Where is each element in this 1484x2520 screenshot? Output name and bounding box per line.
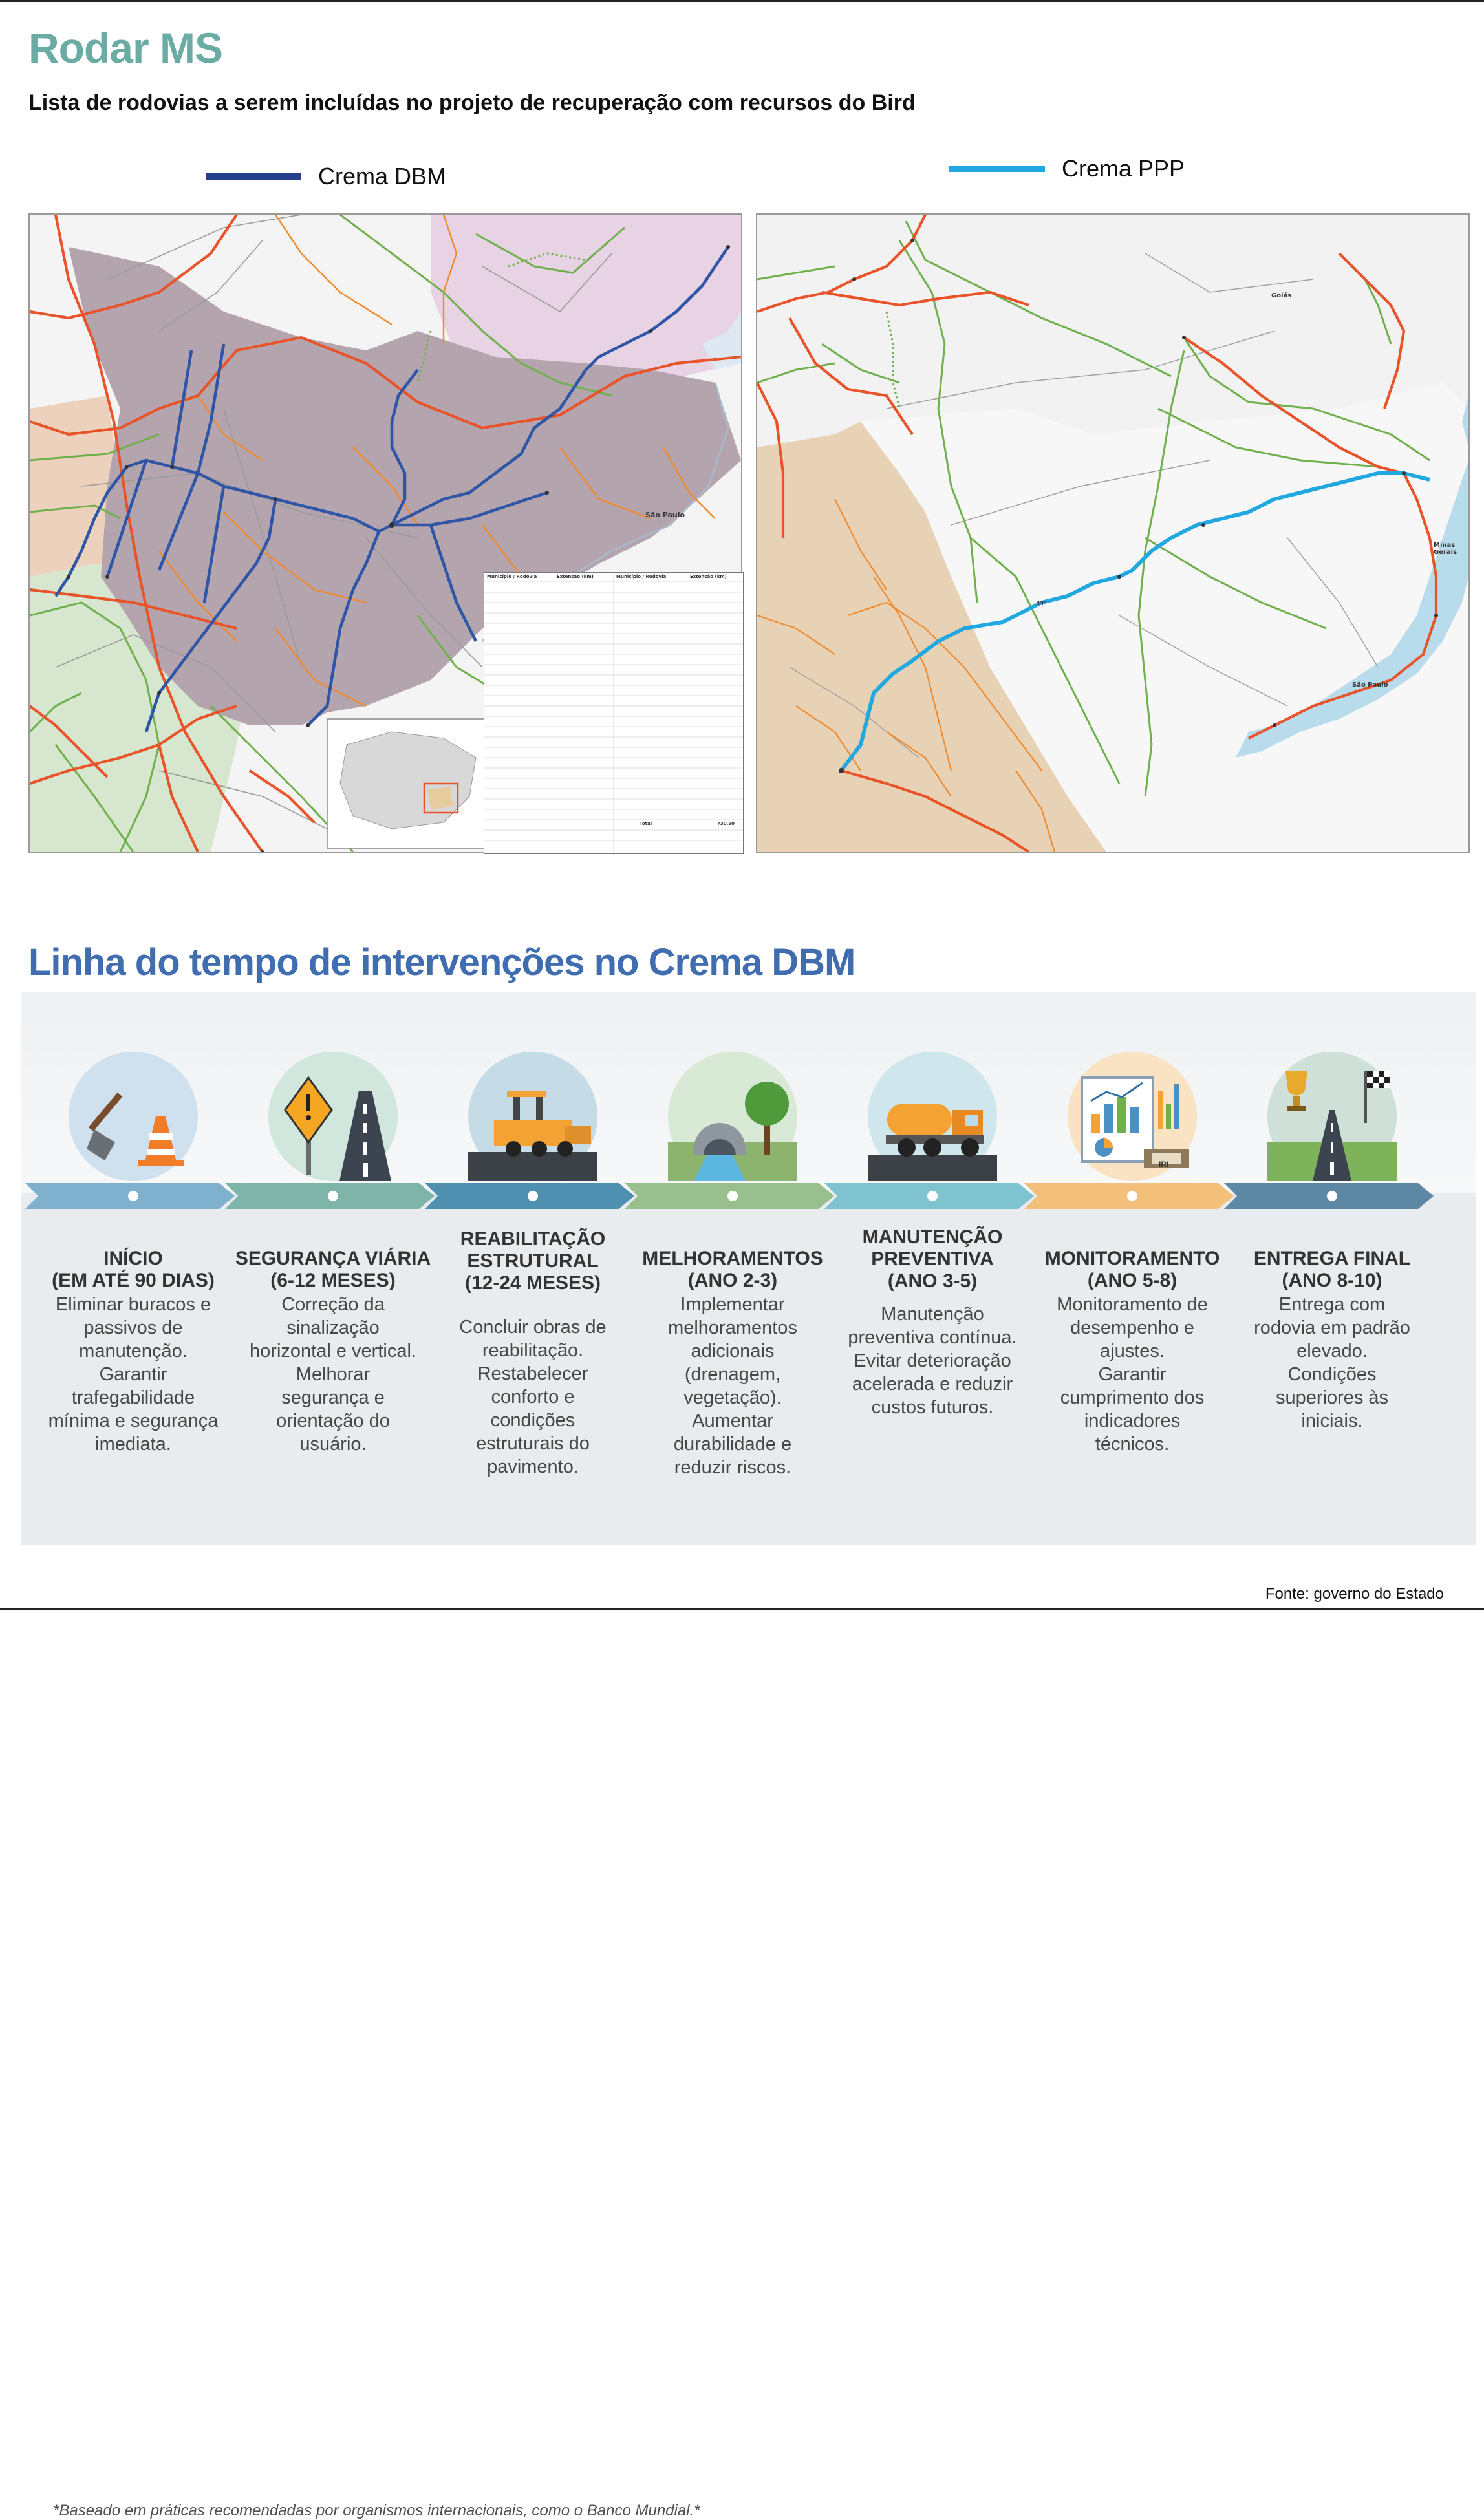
map-label-sao-paulo-right: São Paulo (1352, 681, 1388, 689)
timeline-dot (328, 1191, 338, 1201)
stage-description: Manutenção preventiva contínua. Evitar deterioração acelerada e reduzir custos futuros. (848, 1304, 1017, 1418)
stage-heading: ENTREGA FINAL (ANO 8-10) (1253, 1248, 1411, 1291)
timeline-dot (528, 1191, 538, 1201)
stage-heading: MONITORAMENTO (ANO 5-8) (1044, 1248, 1220, 1291)
stage-description: Implementar melhoramentos adicionais (drenagem, vegetação). Aumentar durabilidade e reduzir riscos. (668, 1294, 797, 1478)
stage-heading: REABILITAÇÃO ESTRUTURAL (12-24 MESES) (460, 1228, 606, 1294)
iri-label: IRI (1159, 1160, 1169, 1169)
table-total-label: Total (640, 821, 652, 826)
culvert-tree-icon (668, 1052, 797, 1181)
stage-heading: SEGURANÇA VIÁRIA (6-12 MESES) (235, 1248, 431, 1291)
dashboard-chart-icon (1068, 1052, 1197, 1181)
warning-sign-road-icon (268, 1052, 398, 1181)
timeline-stage-3 (430, 992, 636, 1545)
stage-description: Monitoramento de desempenho e ajustes. Garantir cumprimento dos indicadores técnicos. (1057, 1294, 1208, 1455)
legend-label-dbm: Crema DBM (318, 163, 447, 189)
map-label-ppp: PPP (1034, 600, 1046, 607)
timeline-dot (927, 1191, 938, 1201)
legend-swatch-ppp (949, 166, 1045, 172)
timeline-footnote: *Baseado em práticas recomendadas por organismos internacionais, como o Banco Mundial.* (53, 2502, 700, 2519)
timeline-stage-4 (630, 992, 835, 1545)
stage-heading: MELHORAMENTOS (ANO 2-3) (642, 1248, 823, 1291)
timeline-dot (727, 1191, 738, 1201)
map-label-sao-paulo-left: São Paulo (645, 511, 685, 519)
legend-label-ppp: Crema PPP (1062, 155, 1185, 182)
table-header-2: Extensão (km) (557, 574, 594, 579)
timeline-stage-2 (230, 992, 436, 1545)
timeline-dot (1127, 1191, 1137, 1201)
map-label-minas-gerais: Minas Gerais (1434, 542, 1457, 556)
trophy-flag-road-icon (1267, 1052, 1397, 1181)
top-rule (0, 0, 1484, 2)
road-extension-table (484, 572, 744, 854)
page-subtitle: Lista de rodovias a serem incluídas no projeto de recuperação com recursos do Bird (28, 91, 916, 115)
tanker-truck-icon (868, 1052, 997, 1181)
map-label-goias: Goiás (1271, 292, 1292, 299)
stage-description: Correção da sinalização horizontal e vertical. Melhorar segurança e orientação do usuário. (250, 1294, 416, 1455)
table-lines (484, 573, 743, 853)
stage-description: Entrega com rodovia em padrão elevado. Condições superiores às iniciais. (1254, 1294, 1410, 1431)
timeline-stage-1 (30, 992, 236, 1545)
timeline-dot (1327, 1191, 1337, 1201)
timeline-stage-6 (1029, 992, 1235, 1545)
stage-description: Eliminar buracos e passivos de manutenção. Garantir trafegabilidade mínima e segurança imediata. (48, 1294, 219, 1455)
paver-machine-icon (468, 1052, 597, 1181)
shovel-cone-icon (69, 1052, 198, 1181)
timeline-stage-7 (1229, 992, 1435, 1545)
stage-heading: MANUTENÇÃO PREVENTIVA (ANO 3-5) (862, 1226, 1003, 1292)
source-credit: Fonte: governo do Estado (1265, 1585, 1444, 1603)
timeline-title: Linha do tempo de intervenções no Crema DBM (28, 941, 855, 983)
bottom-rule (0, 1608, 1484, 1610)
legend-crema-dbm (206, 163, 446, 190)
stage-description: Concluir obras de reabilitação. Restabelecer conforto e condições estruturais do pavimento. (459, 1317, 607, 1477)
map-crema-ppp (756, 213, 1470, 853)
timeline-dot (128, 1191, 138, 1201)
table-header-4: Extensão (km) (690, 574, 727, 579)
timeline-stage-5 (830, 992, 1035, 1545)
legend-swatch-dbm (206, 173, 301, 180)
legend-crema-ppp (949, 155, 1185, 182)
table-header-1: Município / Rodovia (487, 574, 537, 579)
page-title: Rodar MS (28, 24, 223, 72)
table-header-3: Município / Rodovia (616, 574, 667, 579)
stage-heading: INÍCIO (EM ATÉ 90 DIAS) (52, 1248, 215, 1291)
map-ppp-graphic (757, 215, 1468, 852)
table-total-value: 730,50 (717, 821, 735, 826)
